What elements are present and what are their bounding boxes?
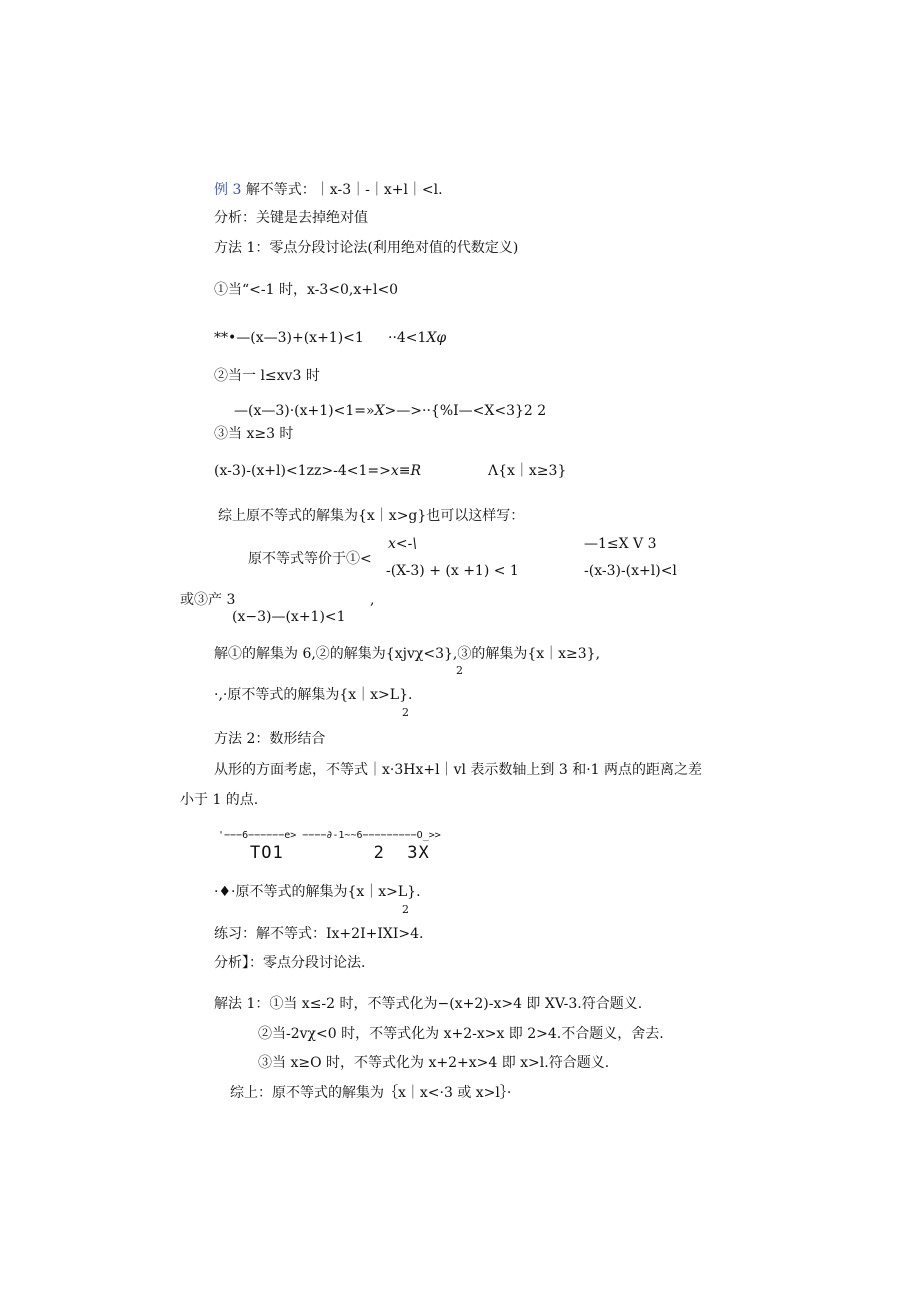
- case3-calc-text: (x-3)-(x+l)<1zz>-4<1=>: [214, 463, 391, 479]
- example-title: 解不等式：｜x-3｜-｜x+l｜<l.: [245, 182, 443, 198]
- system2-bottom: -(x-3)-(x+l)<l: [584, 563, 677, 579]
- exercise-solution-2: ②当-2vχ<0 时，不等式化为 x+2-x>x 即 2>4.不合题义，舍去.: [258, 1026, 664, 1042]
- case2-calc-rest: >—>··{%I—<X<3}2 2: [384, 403, 547, 419]
- method1-heading: 方法 1：零点分段讨论法(利用绝对值的代数定义): [214, 240, 519, 256]
- system3-comma: ,: [370, 592, 375, 608]
- exercise-solution-1: 解法 1：①当 x≤-2 时，不等式化为−(x+2)-x>4 即 XV-3.符合题义.: [214, 996, 643, 1012]
- case3-calc-symbol: x≡R: [390, 463, 421, 479]
- method2-heading: 方法 2：数形结合: [214, 731, 326, 747]
- solution-sets-subscript: 2: [456, 664, 463, 677]
- case3-calc: [214, 463, 421, 480]
- exercise-solution-3: ③当 x≥O 时，不等式化为 x+2+x>4 即 x>l.符合题义.: [258, 1055, 610, 1071]
- case2-calc-text: —(x—3)·(x+1)<1=»: [234, 403, 375, 419]
- equivalence-label: 原不等式等价于①<: [248, 551, 372, 567]
- case3-line: ③当 x≥3 时: [214, 426, 294, 442]
- case1-result-symbol: Xφ: [426, 330, 447, 346]
- summary-line: 综上原不等式的解集为{x｜x>g}也可以这样写：: [218, 508, 525, 524]
- system1-top: x<-\: [388, 536, 418, 552]
- exercise-analysis: 分析】：零点分段讨论法.: [214, 955, 366, 971]
- example-heading: [214, 182, 443, 199]
- system3-bottom: (x−3)—(x+1)<1: [232, 609, 346, 625]
- exercise-heading: 练习：解不等式：Ix+2I+IXI>4.: [214, 926, 424, 942]
- conclusion-line-2: ·♦·原不等式的解集为{x｜x>L}.: [214, 884, 421, 900]
- geometric-line-1: 从形的方面考虑，不等式｜x·3Hx+l｜vl 表示数轴上到 3 和·1 两点的距离之差: [214, 762, 703, 778]
- case1-line: ①当“<-1 时，x-3<0,x+l<0: [214, 282, 399, 298]
- example-label: 例 3: [214, 182, 242, 198]
- conclusion-2-subscript: 2: [402, 903, 409, 916]
- conclusion-1-subscript: 2: [402, 706, 409, 719]
- system2-top: —1≤X V 3: [584, 536, 657, 552]
- geometric-line-2: 小于 1 的点.: [180, 792, 259, 808]
- case2-line: ②当一 l≤xv3 时: [214, 368, 320, 384]
- exercise-summary: 综上：原不等式的解集为｛x｜x<·3 或 x>l｝·: [230, 1085, 512, 1101]
- case1-result: [388, 330, 446, 347]
- analysis-line: 分析：关键是去掉绝对值: [214, 210, 368, 226]
- solution-sets-line: 解①的解集为 6,②的解集为{xjvχ<3},③的解集为{x｜x≥3},: [214, 646, 601, 662]
- number-line-labels: TO1 2 3X: [250, 843, 430, 863]
- conclusion-line-1: ·,·原不等式的解集为{x｜x>L}.: [214, 687, 413, 703]
- case3-result: Λ{x｜x≥3}: [488, 463, 567, 479]
- case1-result-text: ··4<1: [388, 330, 427, 346]
- case2-calc-symbol: X: [374, 403, 385, 419]
- case1-calc: **•—(x—3)+(x+1)<1: [214, 330, 364, 346]
- case2-calc: [234, 403, 546, 420]
- system3-label: 或③产 3: [180, 592, 236, 608]
- system1-bottom: -(X-3) + (x +1) < 1: [386, 563, 519, 579]
- number-line: '−−−6−−−−−−e> −−−−∂-1~~6−−−−−−−−−O_>>: [218, 830, 441, 841]
